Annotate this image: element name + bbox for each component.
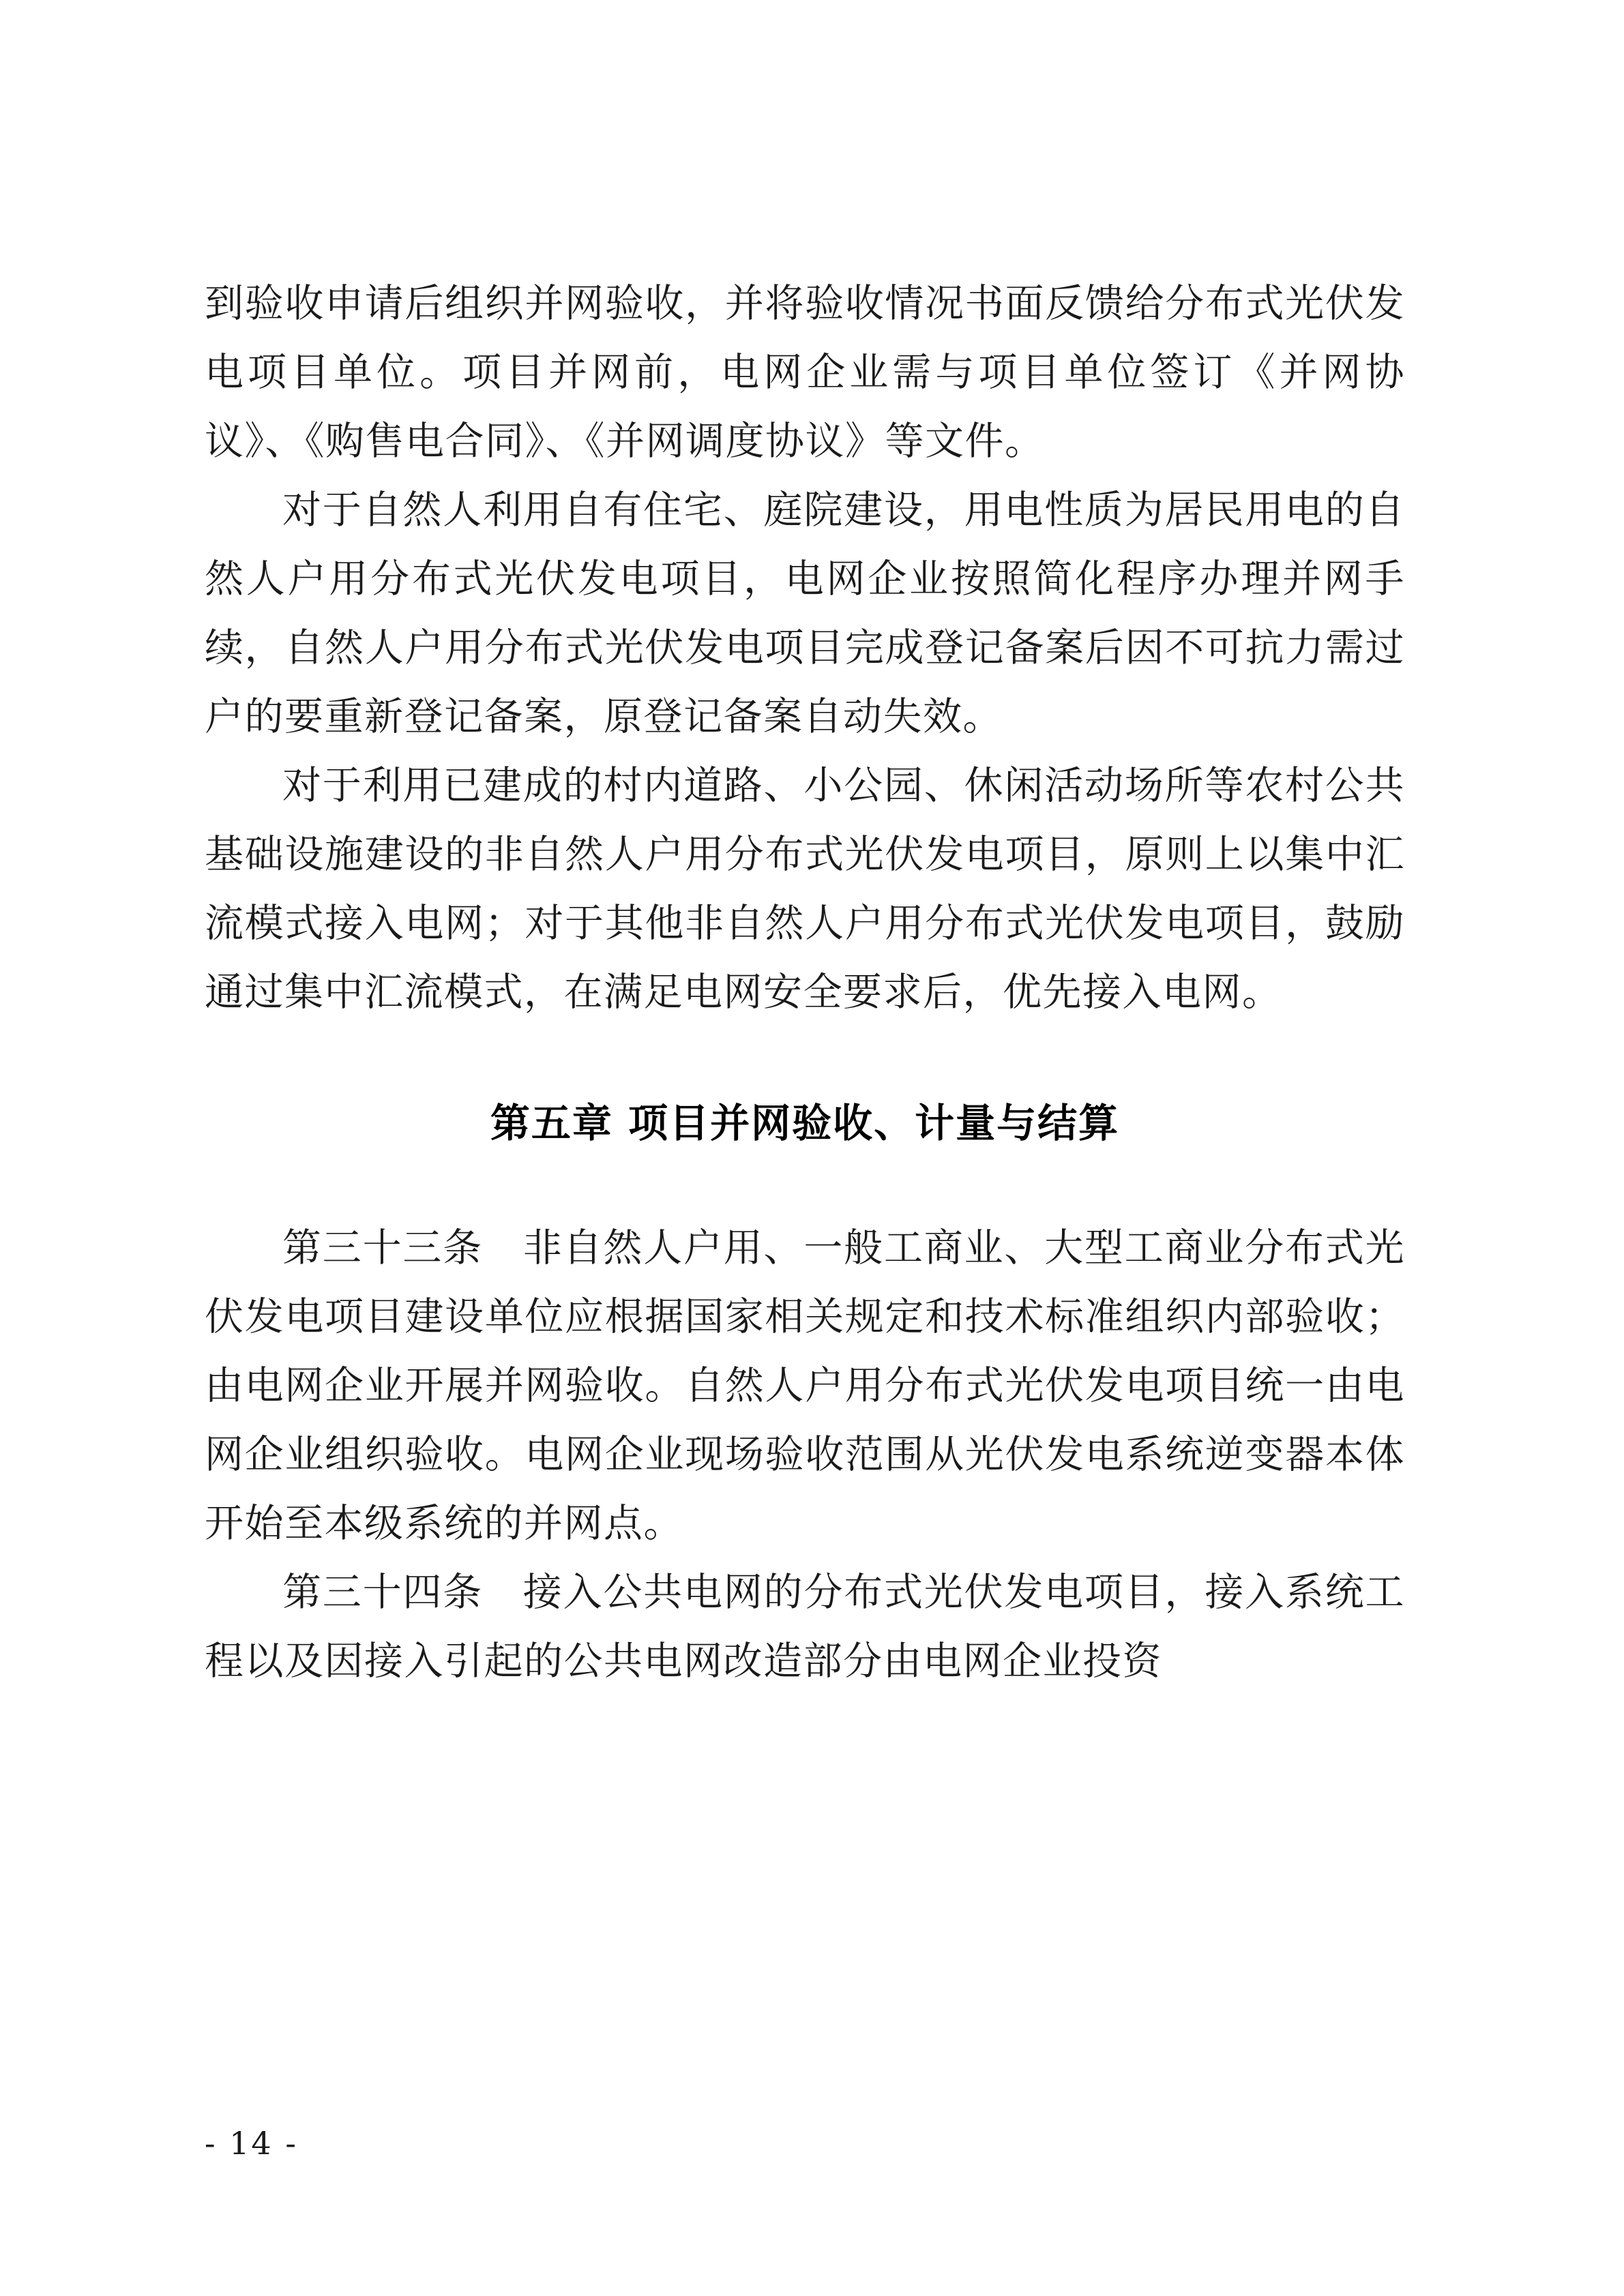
- paragraph-article-33: 第三十三条 非自然人户用、一般工商业、大型工商业分布式光伏发电项目建设单位应根据国家相关规定和技术标准组织内部验收；由电网企业开展并网验收。自然人户用分布式光伏发电项目统一由电网企业组织验收。电网企业现场验收范围从光伏发电系统逆变器本体开始至本级系统的并网点。: [205, 1225, 1405, 1546]
- chapter-heading-five: 第五章 项目并网验收、计量与结算: [490, 1100, 1120, 1146]
- paragraph-rural-infrastructure: 对于利用已建成的村内道路、小公园、休闲活动场所等农村公共基础设施建设的非自然人户用分布式光伏发电项目，原则上以集中汇流模式接入电网；对于其他非自然人户用分布式光伏发电项目，鼓励通过集中汇流模式，在满足电网安全要求后，优先接入电网。: [205, 763, 1405, 1015]
- page-number: - 14 -: [205, 2125, 298, 2162]
- paragraph-article-34: 第三十四条 接入公共电网的分布式光伏发电项目，接入系统工程以及因接入引起的公共电网改造部分由电网企业投资: [205, 1570, 1405, 1684]
- paragraph-natural-person-residence: 对于自然人利用自有住宅、庭院建设，用电性质为居民用电的自然人户用分布式光伏发电项目，电网企业按照简化程序办理并网手续，自然人户用分布式光伏发电项目完成登记备案后因不可抗力需过户的要重新登记备案，原登记备案自动失效。: [205, 488, 1405, 739]
- page-body: [205, 269, 1405, 1696]
- spacer-before-heading: [205, 1027, 1405, 1092]
- spacer-after-heading: [205, 1154, 1405, 1214]
- paragraph-continued: 到验收申请后组织并网验收，并将验收情况书面反馈给分布式光伏发电项目单位。项目并网前，电网企业需与项目单位签订《并网协议》、《购售电合同》、《并网调度协议》等文件。: [205, 281, 1405, 464]
